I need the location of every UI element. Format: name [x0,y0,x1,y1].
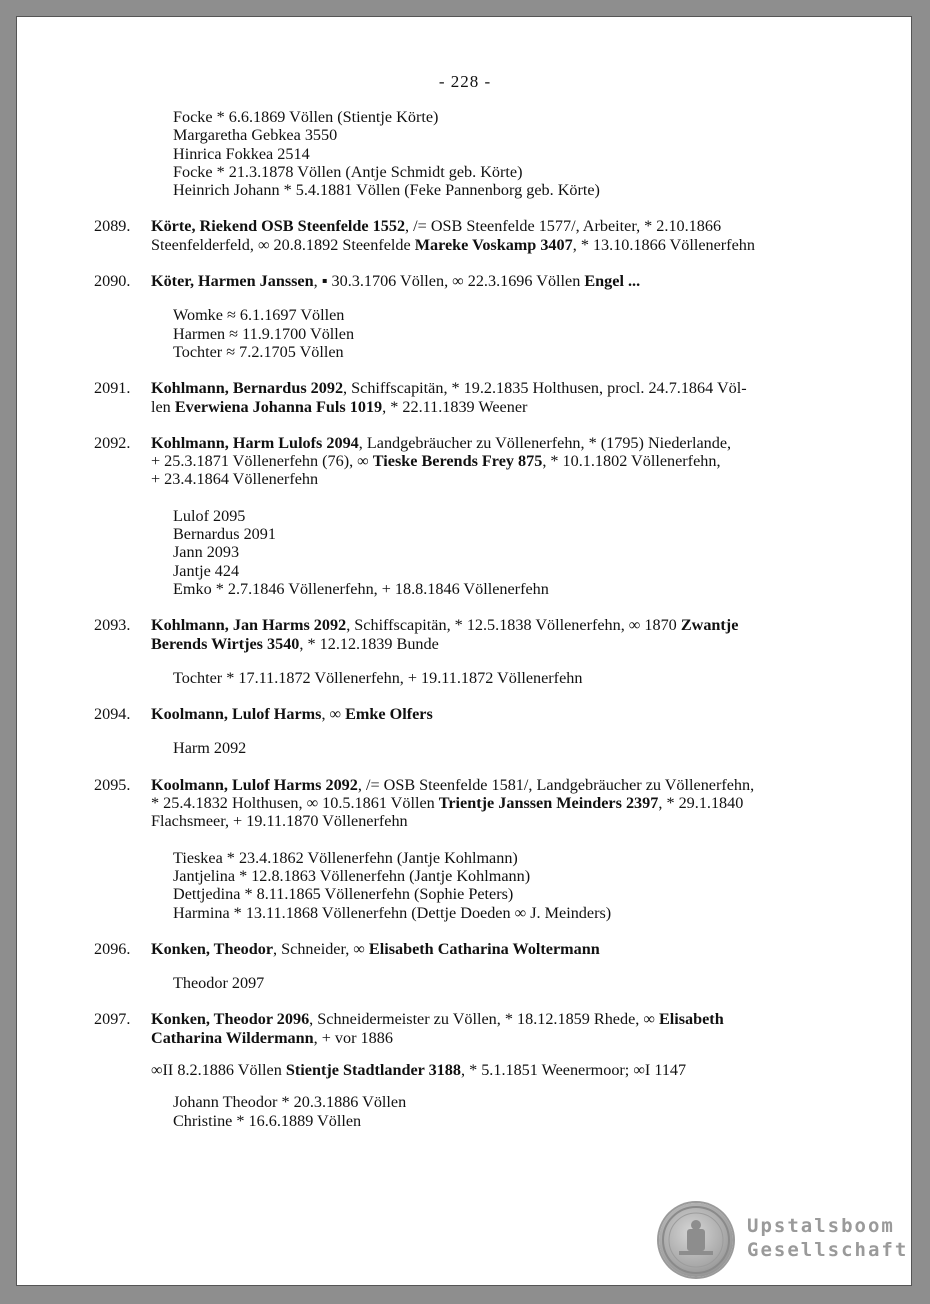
spouse-name: Elisabeth Catharina Woltermann [368,939,600,958]
entry-details: , * 12.12.1839 Bunde [299,634,439,653]
entry-name: Kohlmann, Bernardus 2092 [151,379,344,398]
entry-details: Flachsmeer, + 19.11.1870 Völlenerfehn [151,812,408,831]
entry-name: Körte, Riekend OSB Steenfelde 1552 [151,217,406,236]
entry-details: , /= OSB Steenfelde 1577/, Arbeiter, * 2.10.1866 [405,217,722,236]
spouse-name: Elisabeth [658,1010,724,1029]
entry-details: , Schiffscapitän, * 19.2.1835 Holthusen, procl. 24.7.1864 Völ- [343,379,747,398]
entry-details: , Landgebräucher zu Völlenerfehn, * (1795) Niederlande, [358,433,732,452]
entry-2096 [94,940,854,958]
list-item: Hinrica Fokkea 2514 [173,144,310,163]
entry-2090 [94,272,854,290]
entry-details: * 25.4.1832 Holthusen, ∞ 10.5.1861 Völlen [151,794,439,813]
entry-details: , ▪ 30.3.1706 Völlen, ∞ 22.3.1696 Völlen [313,272,585,291]
entry-details: , + vor 1886 [313,1028,393,1047]
entry-details: , /= OSB Steenfelde 1581/, Landgebräucher zu Völlenerfehn, [357,775,755,794]
entry-number: 2095. [94,775,131,794]
entry-details: + 25.3.1871 Völlenerfehn (76), ∞ [151,452,373,471]
entry-details: , ∞ [321,705,346,724]
spouse-name: Everwiena Johanna Fuls 1019 [174,397,383,416]
spouse-name: Stientje Stadtlander 3188 [285,1060,461,1079]
entry-details: + 23.4.1864 Völlenerfehn [151,470,319,489]
entry-number: 2094. [94,705,131,724]
entry-details: , * 29.1.1840 [658,794,744,813]
list-item: Tochter * 17.11.1872 Völlenerfehn, + 19.11.1872 Völlenerfehn [173,668,583,687]
spouse-name: Berends Wirtjes 3540 [151,634,300,653]
list-item: Tieskea * 23.4.1862 Völlenerfehn (Jantje Kohlmann) [173,848,518,867]
entry-2091 [94,379,854,416]
list-item: Dettjedina * 8.11.1865 Völlenerfehn (Sophie Peters) [173,885,514,904]
entry-2093 [94,616,854,653]
entry-number: 2089. [94,217,131,236]
spouse-name: Engel ... [584,272,641,291]
spouse-name: Tieske Berends Frey 875 [372,452,543,471]
entry-number: 2096. [94,939,131,958]
list-item: Tochter ≈ 7.2.1705 Völlen [173,342,344,361]
entry-name: Koolmann, Lulof Harms [151,705,322,724]
entry-details: len [151,397,175,416]
watermark-line: Gesellschaft [747,1239,909,1261]
entry-details: , Schneidermeister zu Völlen, * 18.12.1859 Rhede, ∞ [309,1010,659,1029]
list-item: Jantjelina * 12.8.1863 Völlenerfehn (Jantje Kohlmann) [173,866,531,885]
spouse-name: Mareke Voskamp 3407 [414,235,573,254]
list-item: Heinrich Johann * 5.4.1881 Völlen (Feke Pannenborg geb. Körte) [173,181,600,200]
second-marriage [94,1061,854,1079]
entry-details: , * 10.1.1802 Völlenerfehn, [542,452,721,471]
spouse-name: Catharina Wildermann [151,1028,314,1047]
list-item: Theodor 2097 [173,974,265,993]
entry-name: Koolmann, Lulof Harms 2092 [151,775,358,794]
watermark-text [747,1214,908,1262]
entry-details: , Schiffscapitän, * 12.5.1838 Völlenerfehn, ∞ 1870 [346,616,681,635]
list-item: Jantje 424 [173,561,240,580]
document-body [94,108,854,1130]
entry-details: Steenfelderfeld, ∞ 20.8.1892 Steenfelde [151,235,415,254]
entry-name: Konken, Theodor 2096 [151,1010,310,1029]
list-item: Harmen ≈ 11.9.1700 Völlen [173,324,355,343]
spouse-name: Zwantje [680,616,739,635]
list-item: Harm 2092 [173,739,247,758]
entry-number: 2097. [94,1010,131,1029]
page-number: - 228 - [438,72,492,91]
list-item: Harmina * 13.11.1868 Völlenerfehn (Dettje Doeden ∞ J. Meinders) [173,903,612,922]
entry-details: , * 5.1.1851 Weenermoor; ∞I 1147 [460,1060,687,1079]
entry-details: ∞II 8.2.1886 Völlen [151,1060,286,1079]
entry-details: , * 22.11.1839 Weener [382,397,528,416]
entry-number: 2090. [94,272,131,291]
list-item: Bernardus 2091 [173,525,276,544]
list-item: Christine * 16.6.1889 Völlen [173,1111,362,1130]
seal-logo-icon [659,1203,733,1277]
entry-name: Konken, Theodor [151,939,274,958]
list-item: Johann Theodor * 20.3.1886 Völlen [173,1093,407,1112]
spouse-name: Emke Olfers [345,705,433,724]
entry-2097 [94,1010,854,1047]
entry-name: Kohlmann, Jan Harms 2092 [151,616,347,635]
list-item: Lulof 2095 [173,506,246,525]
entry-name: Köter, Harmen Janssen [151,272,314,291]
entry-details: , Schneider, ∞ [273,939,369,958]
spouse-name: Trientje Janssen Meinders 2397 [438,794,659,813]
entry-2089 [94,217,854,254]
entry-details: , * 13.10.1866 Völlenerfehn [572,235,755,254]
watermark-line: Upstalsboom [747,1215,895,1237]
list-item: Margaretha Gebkea 3550 [173,126,338,145]
list-item: Focke * 6.6.1869 Völlen (Stientje Körte) [173,108,439,126]
entry-2095 [94,776,854,831]
intro-children [94,108,854,199]
entry-name: Kohlmann, Harm Lulofs 2094 [151,433,359,452]
entry-number: 2091. [94,379,131,398]
entry-number: 2093. [94,616,131,635]
list-item: Focke * 21.3.1878 Völlen (Antje Schmidt geb. Körte) [173,162,523,181]
entry-number: 2092. [94,433,131,452]
entry-2092 [94,434,854,489]
entry-2094 [94,705,854,723]
list-item: Emko * 2.7.1846 Völlenerfehn, + 18.8.1846 Völlenerfehn [173,579,549,598]
list-item: Womke ≈ 6.1.1697 Völlen [173,306,345,325]
list-item: Jann 2093 [173,543,240,562]
